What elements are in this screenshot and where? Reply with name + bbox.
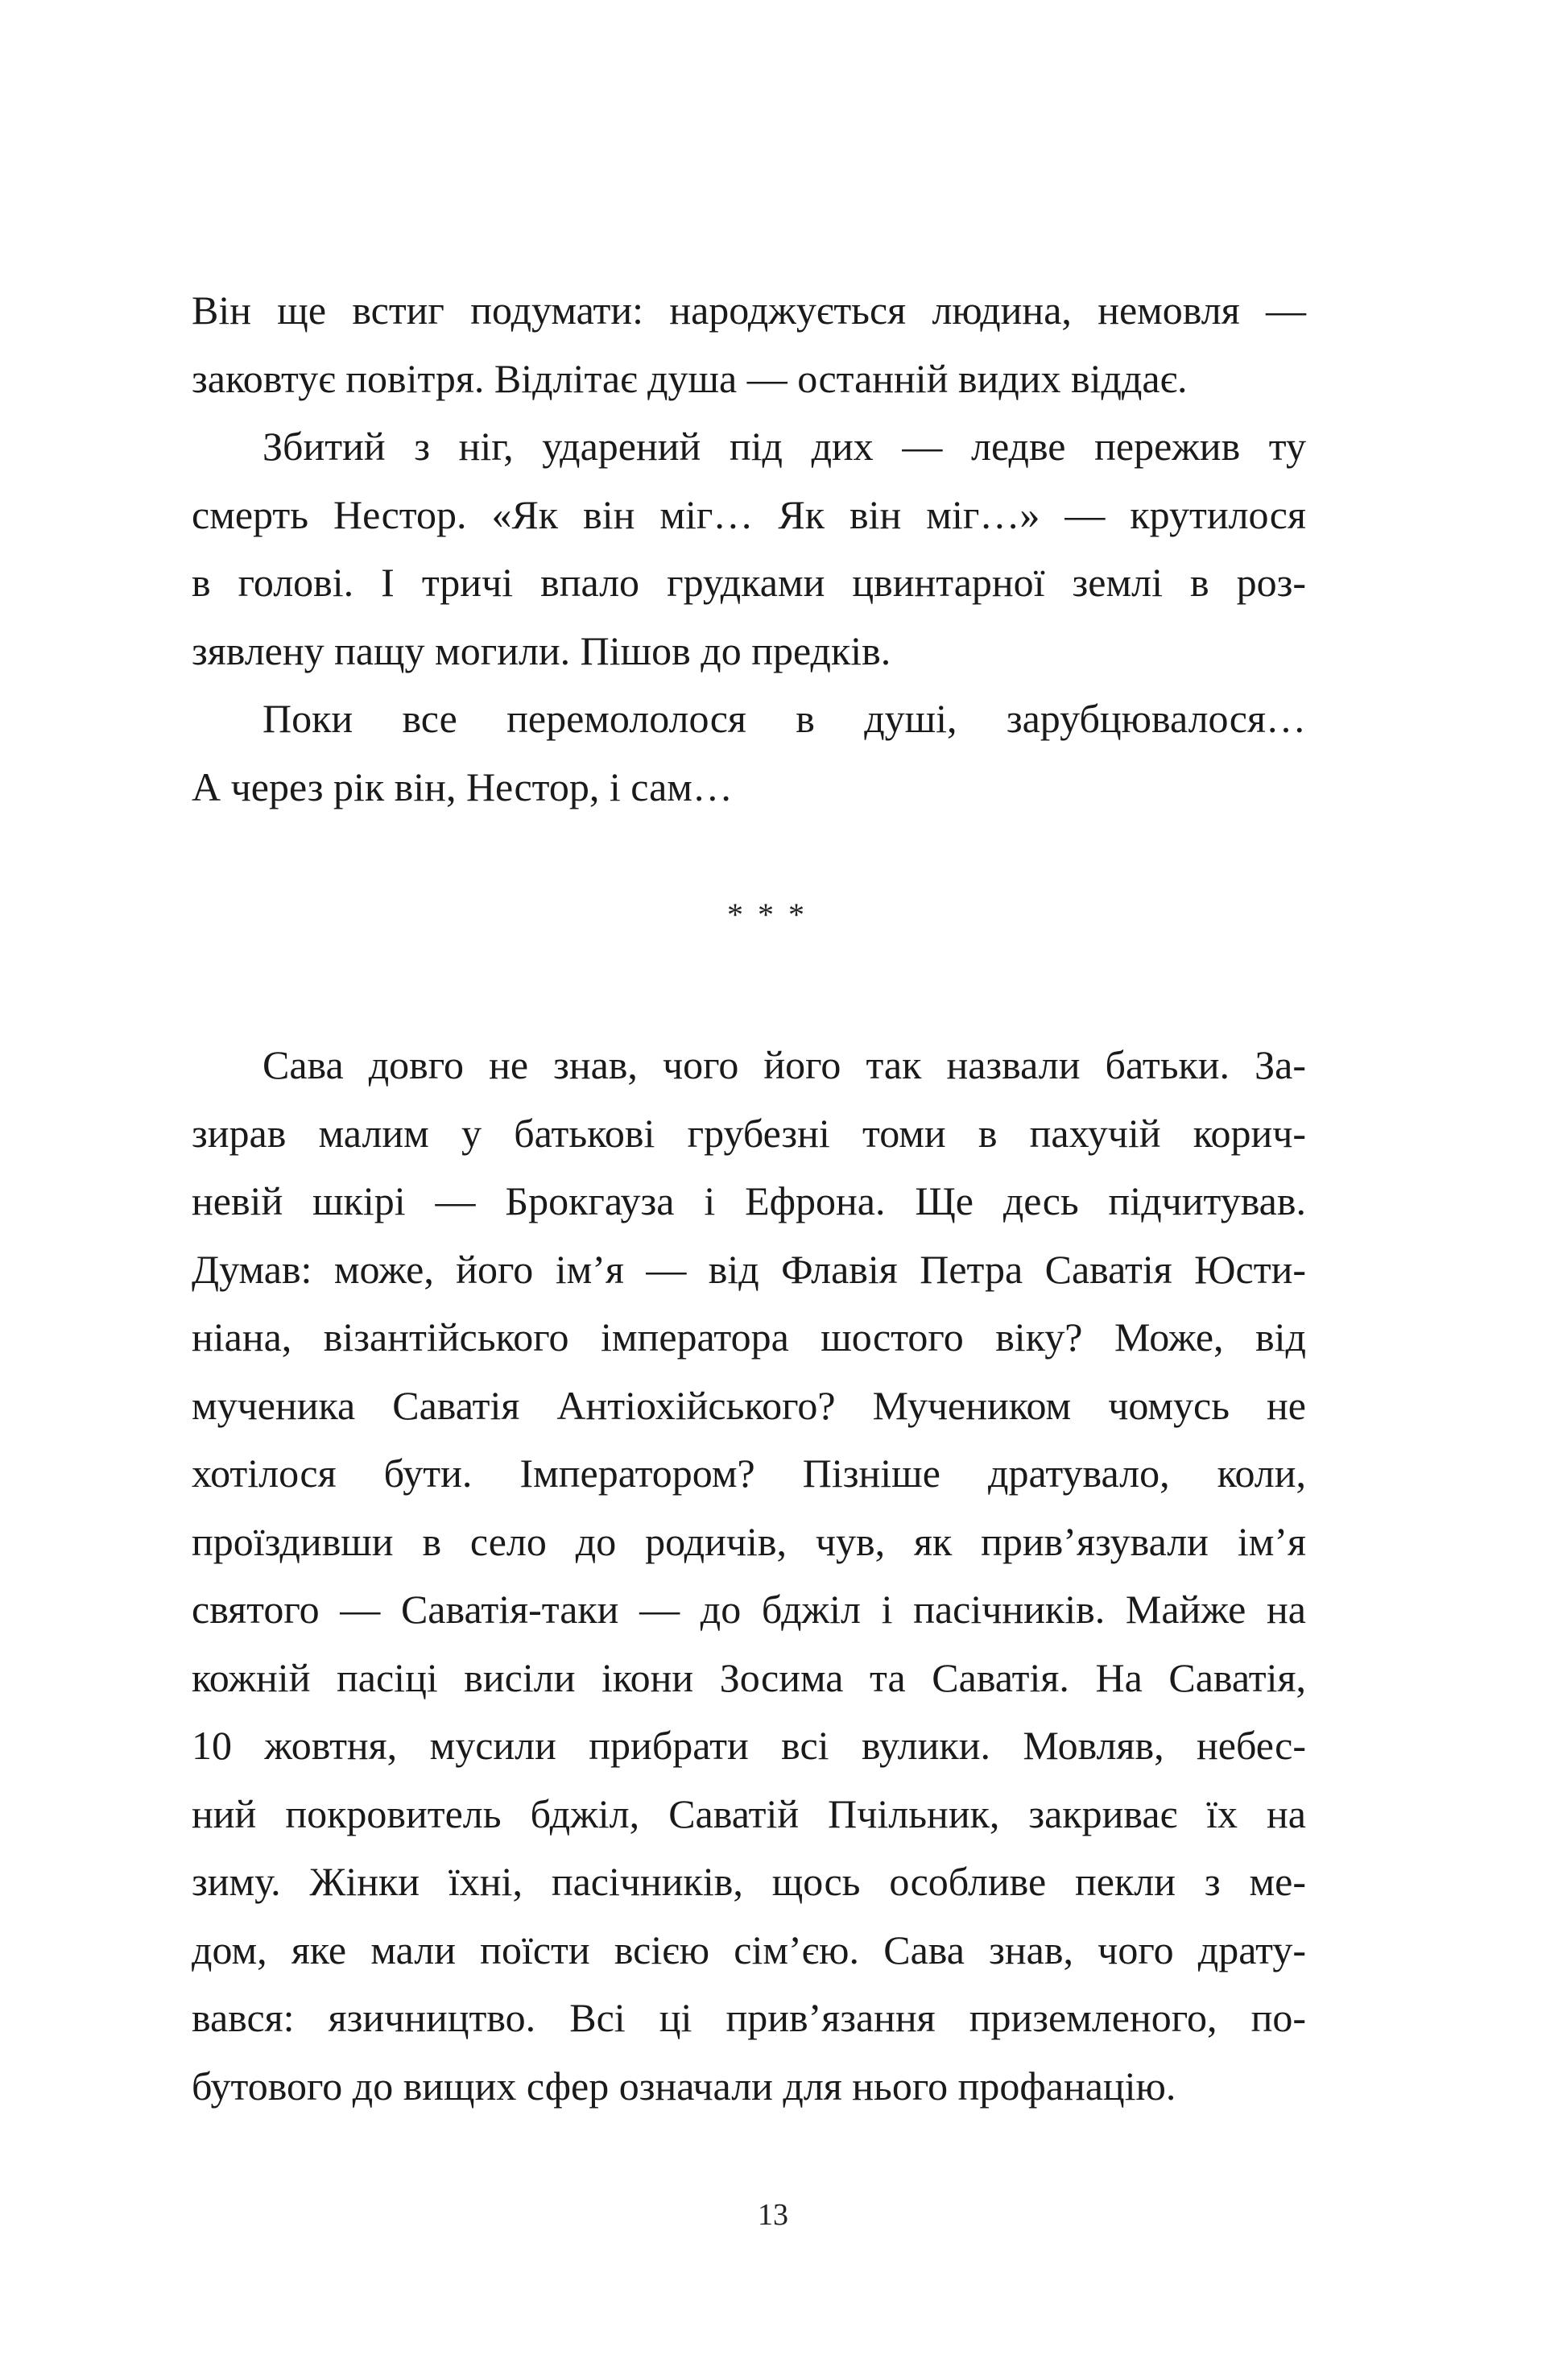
text-line: ніана, візантійського імператора шостого віку? Може, від xyxy=(192,1314,1306,1360)
text-line: 10 жовтня, мусили прибрати всі вулики. Мовляв, небес- xyxy=(192,1723,1306,1768)
text-line: Збитий з ніг, ударений під дих — ледве пережив ту xyxy=(262,424,1306,469)
text-line: зирав малим у батькові грубезні томи в пахучій корич- xyxy=(192,1110,1306,1156)
text-line: заковтує повітря. Відлітає душа — останній видих віддає. xyxy=(192,355,1188,401)
text-line: в голові. І тричі впало грудками цвинтарної землі в роз- xyxy=(192,560,1306,605)
text-line: вався: язичництво. Всі ці прив’язання приземленого, по- xyxy=(192,1995,1306,2040)
text-line: мученика Саватія Антіохійського? Мучеником чомусь не xyxy=(192,1382,1306,1428)
text-line: А через рік він, Нестор, і сам… xyxy=(192,764,733,809)
section-separator: *** xyxy=(727,896,819,933)
paragraph-block-2 xyxy=(192,1031,1306,2120)
text-line: кожній пасіці висіли ікони Зосима та Саватія. На Саватія, xyxy=(192,1654,1306,1700)
text-line: зявлену пащу могили. Пішов до предків. xyxy=(192,627,891,673)
text-line: Думав: може, його ім’я — від Флавія Петра Саватія Юсти- xyxy=(192,1246,1306,1292)
text-line: дом, яке мали поїсти всією сім’єю. Сава знав, чого драту- xyxy=(192,1927,1306,1972)
text-line: невій шкірі — Брокгауза і Ефрона. Ще десь підчитував. xyxy=(192,1178,1306,1223)
text-line: Він ще встиг подумати: народжується людина, немовля — xyxy=(192,288,1306,333)
page-number: 13 xyxy=(758,2198,788,2232)
text-line: зиму. Жінки їхні, пасічників, щось особливе пекли з ме- xyxy=(192,1859,1306,1904)
text-line: смерть Нестор. «Як він міг… Як він міг…» — крутилося xyxy=(192,491,1306,537)
text-line: Сава довго не знав, чого його так назвали батьки. За- xyxy=(262,1042,1306,1087)
paragraph-block-1 xyxy=(192,276,1306,821)
text-line: проїздивши в село до родичів, чув, як прив’язували ім’я xyxy=(192,1518,1306,1564)
text-line: Поки все перемололося в душі, зарубцювалося… xyxy=(262,696,1306,741)
text-line: бутового до вищих сфер означали для нього профанацію. xyxy=(192,2063,1176,2109)
text-line: святого — Саватія-таки — до бджіл і пасічників. Майже на xyxy=(192,1587,1306,1632)
text-line: ний покровитель бджіл, Саватій Пчільник, закриває їх на xyxy=(192,1790,1306,1836)
text-line: хотілося бути. Імператором? Пізніше дратувало, коли, xyxy=(192,1451,1306,1496)
